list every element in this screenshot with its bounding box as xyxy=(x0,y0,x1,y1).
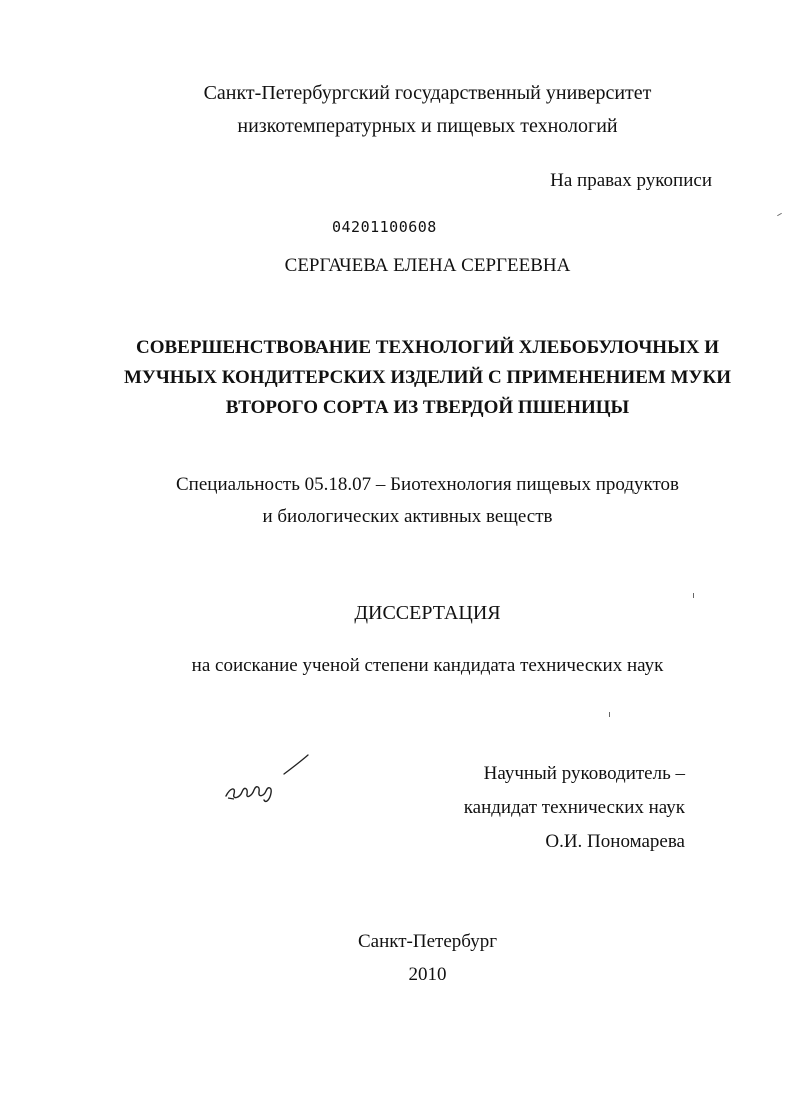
registration-code: 04201100608 xyxy=(332,218,437,236)
city: Санкт-Петербург xyxy=(357,931,497,952)
specialty-line-2: и биологических активных веществ xyxy=(262,506,553,527)
scan-speck xyxy=(693,593,694,598)
rights-note: На правах рукописи xyxy=(550,170,712,191)
year: 2010 xyxy=(408,964,447,985)
handwritten-signature xyxy=(222,752,317,807)
specialty-line-1: Специальность 05.18.07 – Биотехнология пищевых продуктов xyxy=(176,474,679,495)
scan-speck xyxy=(609,712,610,717)
degree-sought: на соискание ученой степени кандидата технических наук xyxy=(191,655,664,676)
university-name-line-2: низкотемпературных и пищевых технологий xyxy=(237,115,618,137)
scan-speck xyxy=(777,213,782,216)
title-line: СОВЕРШЕНСТВОВАНИЕ ТЕХНОЛОГИЙ ХЛЕБОБУЛОЧНЫХ И xyxy=(136,337,719,358)
university-name-line-1: Санкт-Петербургский государственный университет xyxy=(203,82,652,104)
document-type: ДИССЕРТАЦИЯ xyxy=(354,602,501,624)
title-line: МУЧНЫХ КОНДИТЕРСКИХ ИЗДЕЛИЙ С ПРИМЕНЕНИЕМ МУКИ xyxy=(123,367,732,388)
title-line: ВТОРОГО СОРТА ИЗ ТВЕРДОЙ ПШЕНИЦЫ xyxy=(225,397,630,418)
supervisor-degree: кандидат технических наук xyxy=(463,797,685,818)
supervisor-role: Научный руководитель – xyxy=(483,763,685,784)
author-name: СЕРГАЧЕВА ЕЛЕНА СЕРГЕЕВНА xyxy=(284,255,571,276)
supervisor-name: О.И. Пономарева xyxy=(545,831,685,852)
dissertation-title xyxy=(30,333,795,423)
